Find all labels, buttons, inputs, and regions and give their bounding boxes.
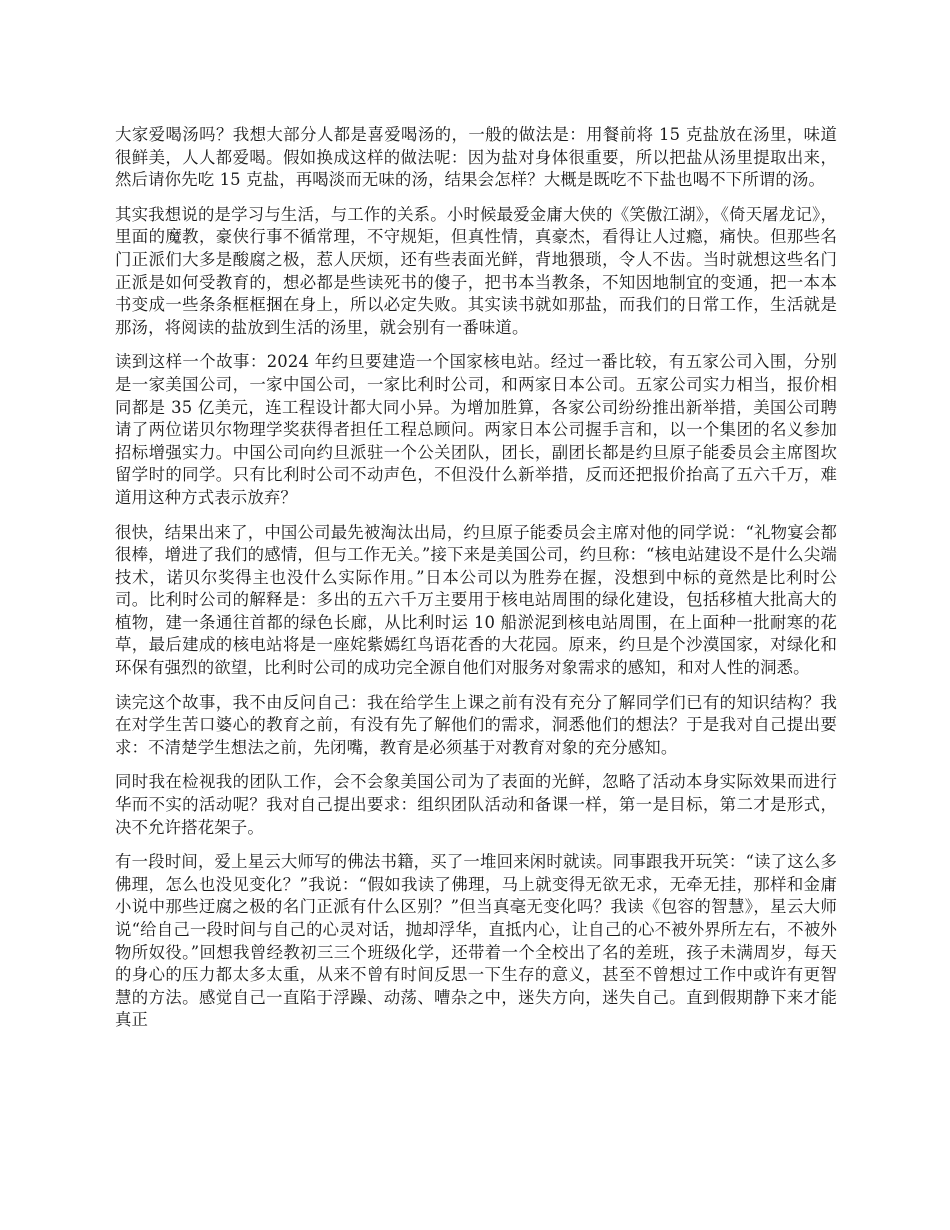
document-body	[115, 124, 837, 1044]
paragraph-4: 很快，结果出来了，中国公司最先被淘汰出局，约旦原子能委员会主席对他的同学说：“礼物宴会都很棒，增进了我们的感情，但与工作无关。”接下来是美国公司，约旦称：“核电站建设不是什么尖端技术，诺贝尔奖得主也没什么实际作用。”日本公司以为胜券在握，没想到中标的竟然是比利时公司。比利时公司的解释是：多出的五六千万主要用于核电站周围的绿化建设，包括移植大批高大的植物，建一条通往首都的绿色长廊，从比利时运 10 船淤泥到核电站周围，在上面种一批耐寒的花草，最后建成的核电站将是一座姹紫嫣红鸟语花香的大花园。原来，约旦是个沙漠国家，对绿化和环保有强烈的欲望，比利时公司的成功完全源自他们对服务对象需求的感知，和对人性的洞悉。	[115, 522, 837, 678]
paragraph-1: 大家爱喝汤吗？我想大部分人都是喜爱喝汤的，一般的做法是：用餐前将 15 克盐放在汤里，味道很鲜美，人人都爱喝。假如换成这样的做法呢：因为盐对身体很重要，所以把盐从汤里提取出来，然后请你先吃 15 克盐，再喝淡而无味的汤，结果会怎样？大概是既吃不下盐也喝不下所谓的汤。	[115, 125, 837, 190]
paragraph-6: 同时我在检视我的团队工作，会不会象美国公司为了表面的光鲜，忽略了活动本身实际效果而进行华而不实的活动呢？我对自己提出要求：组织团队活动和备课一样，第一是目标，第二才是形式，决不允许搭花架子。	[115, 772, 837, 837]
paragraph-2: 其实我想说的是学习与生活，与工作的关系。小时候最爱金庸大侠的《笑傲江湖》，《倚天屠龙记》，里面的魔教，豪侠行事不循常理，不守规矩，但真性情，真豪杰，看得让人过瘾，痛快。但那些名门正派们大多是酸腐之极，惹人厌烦，还有些表面光鲜，背地猥琐，令人不齿。当时就想这些名门正派是如何受教育的，想必都是些读死书的傻子，把书本当教条，不知因地制宜的变通，把一本本书变成一些条条框框捆在身上，所以必定失败。其实读书就如那盐，而我们的日常工作，生活就是那汤，将阅读的盐放到生活的汤里，就会别有一番味道。	[115, 204, 837, 337]
paragraph-7: 有一段时间，爱上星云大师写的佛法书籍，买了一堆回来闲时就读。同事跟我开玩笑：“读了这么多佛理，怎么也没见变化？”我说：“假如我读了佛理，马上就变得无欲无求，无牵无挂，那样和金庸小说中那些迂腐之极的名门正派有什么区别？”但当真毫无变化吗？我读《包容的智慧》，星云大师说“给自己一段时间与自己的心灵对话，抛却浮华，直抵内心，让自己的心不被外界所左右，不被外物所奴役。”回想我曾经教初三三个班级化学，还带着一个全校出了名的差班，孩子未满周岁，每天的身心的压力都太多太重，从来不曾有时间反思一下生存的意义，甚至不曾想过工作中或许有更智慧的方法。感觉自己一直陷于浮躁、动荡、嘈杂之中，迷失方向，迷失自己。直到假期静下来才能真正	[115, 852, 837, 1030]
paragraph-3: 读到这样一个故事：2024 年约旦要建造一个国家核电站。经过一番比较，有五家公司入围，分别是一家美国公司，一家中国公司，一家比利时公司，和两家日本公司。五家公司实力相当，报价相同都是 35 亿美元，连工程设计都大同小异。为增加胜算，各家公司纷纷推出新举措，美国公司聘请了两位诺贝尔物理学奖获得者担任工程总顾问。两家日本公司握手言和，以一个集团的名义参加招标增强实力。中国公司向约旦派驻一个公关团队，团长，副团长都是约旦原子能委员会主席图坎留学时的同学。只有比利时公司不动声色，不但没什么新举措，反而还把报价抬高了五六千万，难道用这种方式表示放弃？	[115, 352, 837, 507]
paragraph-5: 读完这个故事，我不由反问自己：我在给学生上课之前有没有充分了解同学们已有的知识结构？我在对学生苦口婆心的教育之前，有没有先了解他们的需求，洞悉他们的想法？于是我对自己提出要求：不清楚学生想法之前，先闭嘴，教育是必须基于对教育对象的充分感知。	[115, 692, 837, 757]
